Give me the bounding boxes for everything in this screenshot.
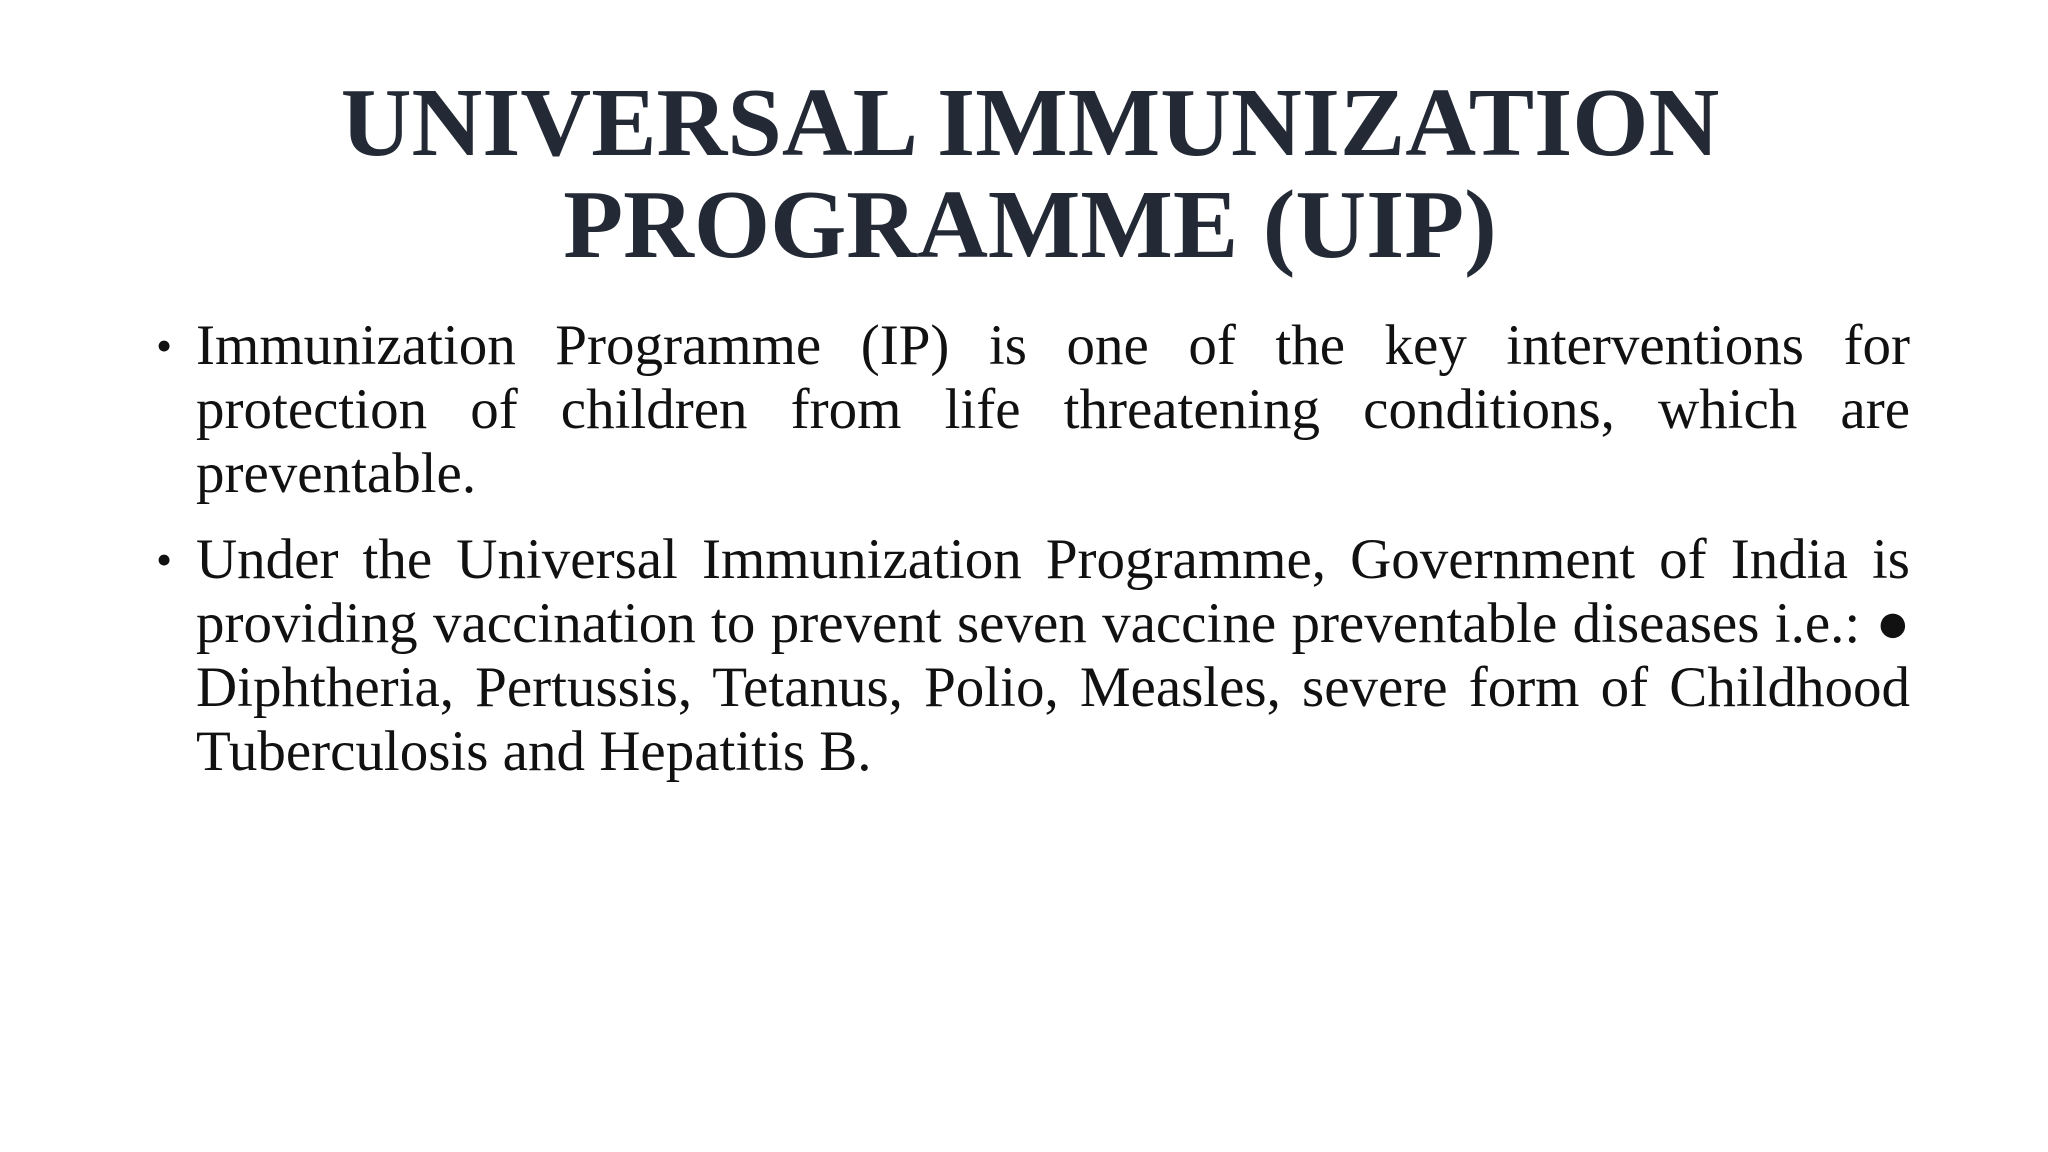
bullet-item-2 (148, 528, 1910, 784)
bullet-item-1 (148, 314, 1910, 506)
slide-title-line-2: PROGRAMME (UIP) (563, 171, 1497, 279)
slide-title (200, 69, 1860, 279)
bullet-list (148, 314, 1910, 806)
slide-title-line-1: UNIVERSAL IMMUNIZATION (340, 69, 1720, 177)
bullet-text-2: Under the Universal Immunization Programme, Government of India is providing vaccination to prevent seven vaccine preventable diseases i.e.: ● Diphtheria, Pertussis, Tetanus, Polio, Measles, severe form of Childhood Tuberculosis and Hepatitis B. (196, 528, 1910, 783)
bullet-text-1: Immunization Programme (IP) is one of the key interventions for protection of children from life threatening conditions, which are preventable. (196, 314, 1910, 505)
bullet-icon: • (156, 320, 173, 371)
bullet-icon: • (156, 534, 173, 585)
